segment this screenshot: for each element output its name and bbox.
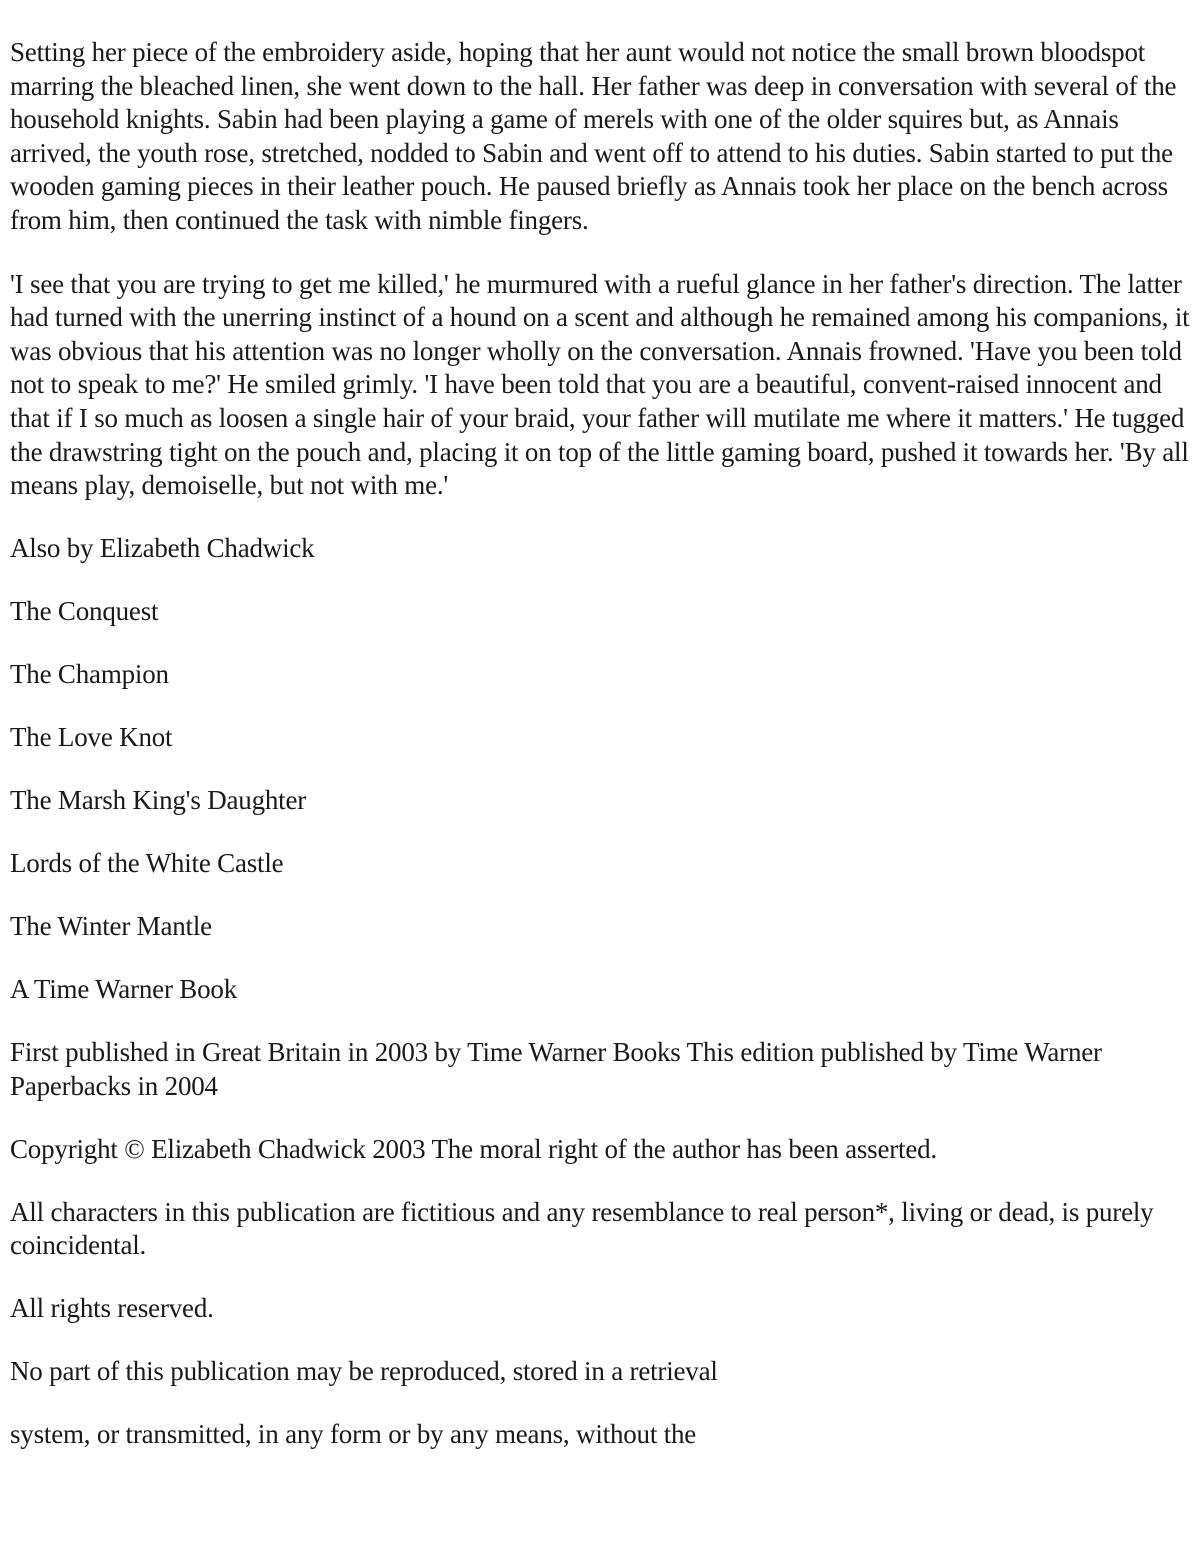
excerpt-paragraph: Setting her piece of the embroidery aside, hoping that her aunt would not notice the small brown bloodspot marring the bleached linen, she went down to the hall. Her father was deep in conversation with several of the household knights. Sabin had been playing a game of merels with one of the older squires but, as Annais arrived, the youth rose, stretched, nodded to Sabin and went off to attend to his duties. Sabin started to put the wooden gaming pieces in their leather pouch. He paused briefly as Annais took her place on the bench across from him, then continued the task with nimble fingers.: [10, 37, 1177, 235]
rights-reserved: All rights reserved.: [10, 1293, 214, 1324]
book-title: The Conquest: [10, 595, 159, 626]
publication-history: First published in Great Britain in 2003 by Time Warner Books This edition published by Time Warner Paperbacks in 2004: [10, 1037, 1102, 1101]
book-title: The Winter Mantle: [10, 910, 212, 941]
book-title: The Love Knot: [10, 721, 173, 752]
book-title: The Champion: [10, 658, 169, 689]
book-page: [10, 36, 1192, 1481]
reproduction-notice: system, or transmitted, in any form or by any means, without the: [10, 1419, 697, 1450]
copyright-notice: Copyright © Elizabeth Chadwick 2003 The moral right of the author has been asserted.: [10, 1133, 937, 1164]
excerpt-paragraph: 'I see that you are trying to get me killed,' he murmured with a rueful glance in her father's direction. The latter had turned with the unerring instinct of a hound on a scent and although he remained among his companions, it was obvious that his attention was no longer wholly on the conversation. Annais frowned. 'Have you been told not to speak to me?' He smiled grimly. 'I have been told that you are a beautiful, convent-raised innocent and that if I so much as loosen a single hair of your braid, your father will mutilate me where it matters.' He tugged the drawstring tight on the pouch and, placing it on top of the little gaming board, pushed it towards her. 'By all means play, demoiselle, but not with me.': [10, 268, 1190, 501]
also-by-heading: Also by Elizabeth Chadwick: [10, 532, 315, 563]
reproduction-notice: No part of this publication may be reproduced, stored in a retrieval: [10, 1356, 718, 1387]
book-title: The Marsh King's Daughter: [10, 784, 307, 815]
book-title: Lords of the White Castle: [10, 847, 284, 878]
imprint-line: A Time Warner Book: [10, 974, 237, 1005]
fiction-disclaimer: All characters in this publication are fictitious and any resemblance to real person*, living or dead, is purely coincidental.: [10, 1196, 1154, 1261]
